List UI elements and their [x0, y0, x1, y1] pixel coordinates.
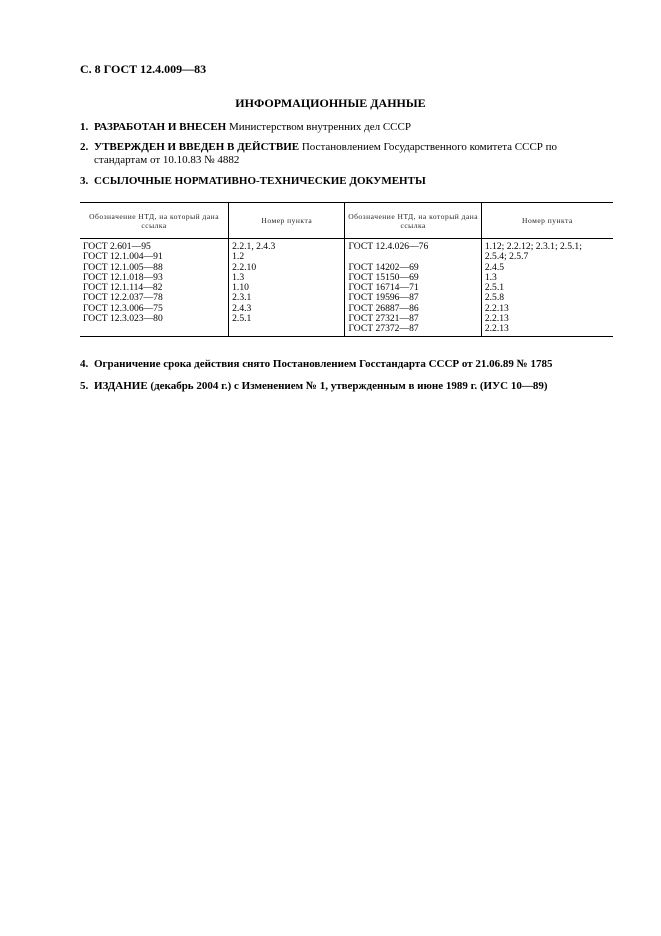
- cell-item-left: 1.10: [229, 283, 345, 293]
- item-lead: ИЗДАНИЕ: [94, 380, 148, 392]
- cell-item-right: 2.5.8: [481, 293, 613, 303]
- cell-doc-left: ГОСТ 12.1.004—91: [83, 251, 163, 263]
- info-item-3: [80, 175, 615, 188]
- item-text: Постановлением Государственного комитета СССР по: [299, 141, 558, 153]
- cell-doc-right: ГОСТ 27372—87: [345, 324, 481, 336]
- item-number: 5.: [80, 380, 89, 392]
- cell-doc-right: ГОСТ 16714—71: [345, 283, 481, 293]
- cell-doc-left: [80, 324, 229, 336]
- cell-doc-left: ГОСТ 12.3.023—80: [83, 313, 163, 325]
- cell-doc-right: ГОСТ 12.4.026—76: [345, 239, 481, 253]
- cell-doc-left: ГОСТ 12.1.018—93: [83, 271, 163, 283]
- item-text-line2: стандартам от 10.10.83 № 4882: [94, 154, 240, 166]
- cell-doc-right: ГОСТ 27321—87: [345, 314, 481, 324]
- cell-doc-left: ГОСТ 12.2.037—78: [83, 292, 163, 304]
- item-text: (декабрь 2004 г.) с Изменением № 1, утвержденным в июне 1989 г. (ИУС 10—89): [147, 380, 548, 392]
- cell-item-left: 2.2.1, 2.4.3: [229, 239, 345, 253]
- cell-item-right: 2.2.13: [481, 324, 613, 336]
- info-item-5: [80, 380, 615, 393]
- cell-item-right: 2.5.1: [481, 283, 613, 293]
- cell-doc-right: ГОСТ 26887—86: [345, 304, 481, 314]
- item-text: Министерством внутренних дел СССР: [226, 121, 411, 133]
- header-item-right: Номер пункта: [481, 203, 613, 239]
- header-item-left: Номер пункта: [229, 203, 345, 239]
- cell-item-right: 2.5.4; 2.5.7: [481, 252, 613, 262]
- cell-item-left: 1.2: [229, 252, 345, 262]
- item-number: 1.: [80, 121, 89, 133]
- table-body: [80, 239, 613, 337]
- item-number: 2.: [80, 141, 89, 153]
- item-lead: РАЗРАБОТАН И ВНЕСЕН: [94, 121, 227, 133]
- cell-doc-left: ГОСТ 12.1.005—88: [83, 261, 163, 273]
- cell-item-right: 2.4.5: [481, 263, 613, 273]
- cell-doc-left: ГОСТ 12.3.006—75: [83, 302, 163, 314]
- item-lead: ССЫЛОЧНЫЕ НОРМАТИВНО-ТЕХНИЧЕСКИЕ ДОКУМЕНТЫ: [94, 175, 426, 187]
- cell-item-left: 2.2.10: [229, 263, 345, 273]
- reference-documents-table: [80, 202, 613, 337]
- cell-doc-left: ГОСТ 2.601—95: [83, 241, 151, 252]
- header-doc-right: Обозначение НТД, на который дана ссылка: [345, 203, 481, 239]
- table-row: [80, 324, 613, 336]
- item-number: 3.: [80, 175, 89, 187]
- cell-item-right: 1.3: [481, 273, 613, 283]
- section-title: ИНФОРМАЦИОННЫЕ ДАННЫЕ: [235, 96, 426, 110]
- cell-item-right: 2.2.13: [481, 314, 613, 324]
- cell-item-left: 2.5.1: [229, 314, 345, 324]
- header-doc-left: Обозначение НТД, на который дана ссылка: [80, 203, 229, 239]
- info-item-4: [80, 358, 615, 371]
- cell-doc-left: ГОСТ 12.1.114—82: [83, 282, 163, 294]
- cell-doc-right: ГОСТ 19596—87: [345, 293, 481, 303]
- cell-item-left: 2.4.3: [229, 304, 345, 314]
- item-text: Ограничение срока действия снято Постановлением Госстандарта СССР от 21.06.89 № 1785: [94, 358, 553, 370]
- cell-item-left: 2.3.1: [229, 293, 345, 303]
- table-row: [80, 239, 613, 253]
- cell-item-left: 1.3: [229, 273, 345, 283]
- table-row: [80, 314, 613, 324]
- info-item-2: [80, 141, 615, 167]
- info-item-1: [80, 121, 615, 134]
- cell-doc-right: ГОСТ 14202—69: [345, 263, 481, 273]
- cell-item-left: [229, 324, 345, 336]
- cell-item-right: 1.12; 2.2.12; 2.3.1; 2.5.1;: [481, 239, 613, 253]
- cell-doc-right: ГОСТ 15150—69: [345, 273, 481, 283]
- item-lead: УТВЕРЖДЕН И ВВЕДЕН В ДЕЙСТВИЕ: [94, 141, 300, 153]
- page-header: С. 8 ГОСТ 12.4.009—83: [80, 62, 207, 76]
- cell-item-right: 2.2.13: [481, 304, 613, 314]
- item-number: 4.: [80, 358, 89, 370]
